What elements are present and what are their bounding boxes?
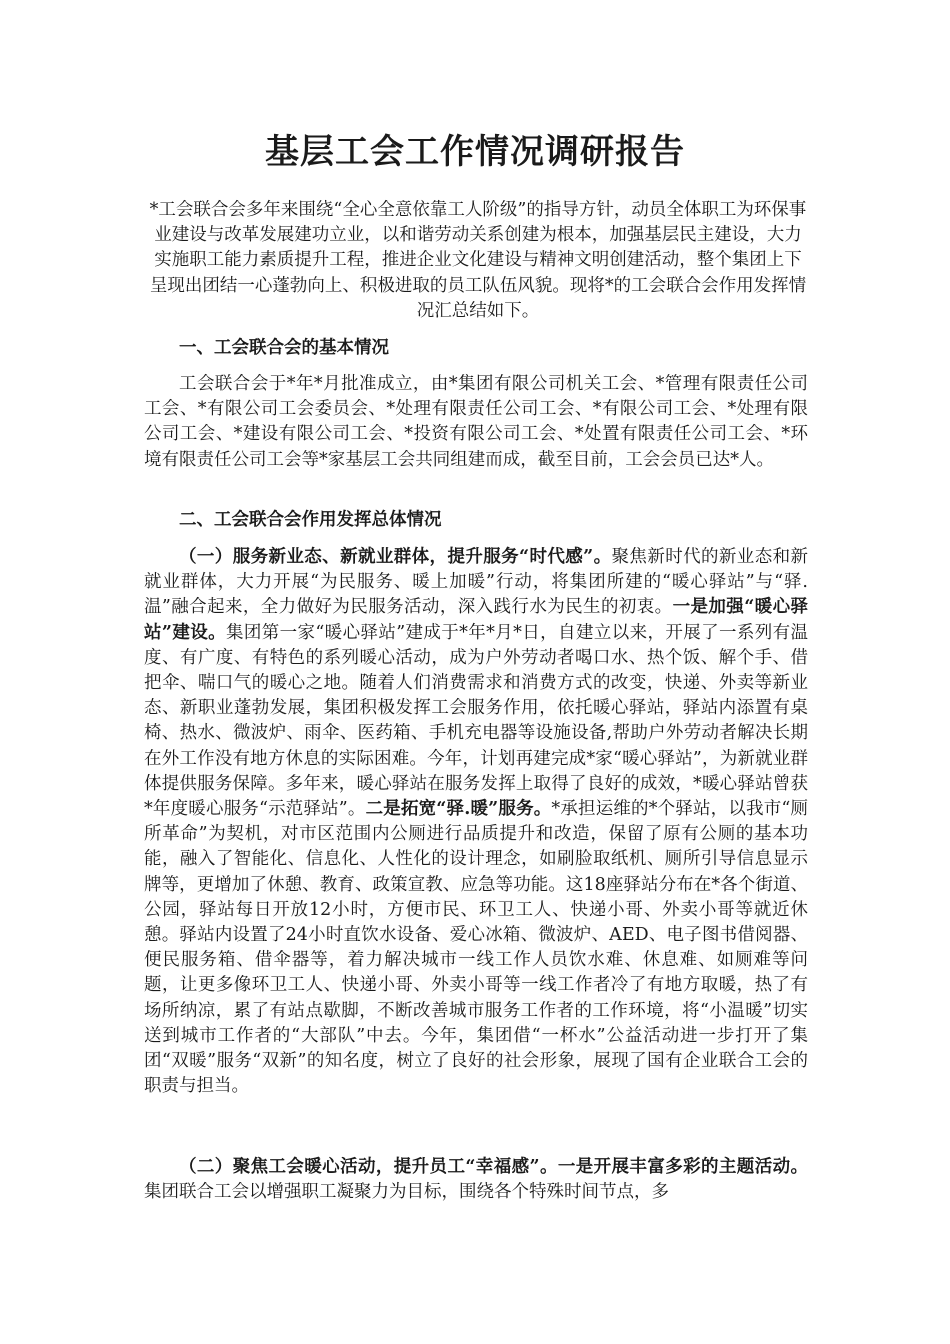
part1-text3: *承担运维的*个驿站，以我市“厕所革命”为契机，对市区范围内公厕进行品质提升和改造，保留了原有公厕的基本功能，融入了智能化、信息化、人性化的设计理念，如刷脸取纸机、厕所引导信息显示牌等，更增加了休憩、教育、政策宣教、应急等功能。这18座驿站分布在*各个街道、公园，驿站每日开放12小时，方便市民、环卫工人、快递小哥、外卖小哥等就近休憩。驿站内设置了24小时直饮水设备、爱心冰箱、微波炉、AED、电子图书借阅器、便民服务箱、借伞器等，着力解决城市一线工作人员饮水难、休息难、如厕难等问题，让更多像环卫工人、快递小哥、外卖小哥等一线工作者冷了有地方取暖，热了有场所纳凉，累了有站点歇脚，不断改善城市服务工作者的工作环境，将“小温暖”切实送到城市工作者的“大部队”中去。今年，集团借“一杯水”公益活动进一步打开了集团“双暖”服务“双新”的知名度，树立了良好的社会形象，展现了国有企业联合工会的职责与担当。 <box>144 799 808 1097</box>
section1-paragraph: 工会联合会于*年*月批准成立，由*集团有限公司机关工会、*管理有限责任公司工会、*有限公司工会委员会、*处理有限责任公司工会、*有限公司工会、*处理有限公司工会、*建设有限公司工会、*投资有限公司工会、*处置有限责任公司工会、*环境有限责任公司工会等*家基层工会共同组建而成，截至目前，工会会员已达*人。 <box>144 374 808 470</box>
section2-part1-paragraph <box>144 545 808 1099</box>
part1-point1: 一是加强“暖心驿站”建设。 <box>144 597 808 643</box>
document-title: 基层工会工作情况调研报告 <box>265 132 685 172</box>
part1-text2: 集团第一家“暖心驿站”建成于*年*月*日，自建立以来，开展了一系列有温度、有广度、有特色的系列暖心活动，成为户外劳动者喝口水、热个饭、解个手、借把伞、喘口气的暖心之地。随着人们消费需求和消费方式的改变，快递、外卖等新业态、新职业蓬勃发展，集团积极发挥工会服务作用，依托暖心驿站，驿站内添置有桌椅、热水、微波炉、雨伞、医药箱、手机充电器等设施设备,帮助户外劳动者解决长期在外工作没有地方休息的实际困难。今年，计划再建完成*家“暖心驿站”，为新就业群体提供服务保障。多年来，暖心驿站在服务发挥上取得了良好的成效，*暖心驿站曾获*年度暖心服务“示范驿站”。 <box>144 622 808 820</box>
part2-text1: 集团联合工会以增强职工凝聚力为目标，围绕各个特殊时间节点，多 <box>144 1182 669 1203</box>
part1-point2: 二是拓宽“驿.暖”服务。 <box>365 799 552 820</box>
part1-text1: 聚焦新时代的新业态和新就业群体，大力开展“为民服务、暖上加暖”行动，将集团所建的“暖心驿站”与“驿.温”融合起来，全力做好为民服务活动，深入践行水为民生的初衷。 <box>144 547 808 618</box>
section2-heading: 二、工会联合会作用发挥总体情况 <box>179 510 442 530</box>
section2-part2-paragraph <box>144 1155 808 1205</box>
part2-point1: 一是开展丰富多彩的主题活动。 <box>557 1157 808 1177</box>
intro-paragraph: *工会联合会多年来围绕“全心全意依靠工人阶级”的指导方针，动员全体职工为环保事业建设与改革发展建功立业，以和谐劳动关系创建为根本，加强基层民主建设，大力实施职工能力素质提升工程，推进企业文化建设与精神文明创建活动，整个集团上下呈现出团结一心蓬勃向上、积极进取的员工队伍风貌。现将*的工会联合会作用发挥情况汇总结如下。 <box>149 200 807 321</box>
part2-lead: （二）聚焦工会暖心活动，提升员工“幸福感”。 <box>179 1157 558 1177</box>
part1-lead: （一）服务新业态、新就业群体，提升服务“时代感”。 <box>179 547 612 567</box>
section1-heading: 一、工会联合会的基本情况 <box>179 338 389 358</box>
